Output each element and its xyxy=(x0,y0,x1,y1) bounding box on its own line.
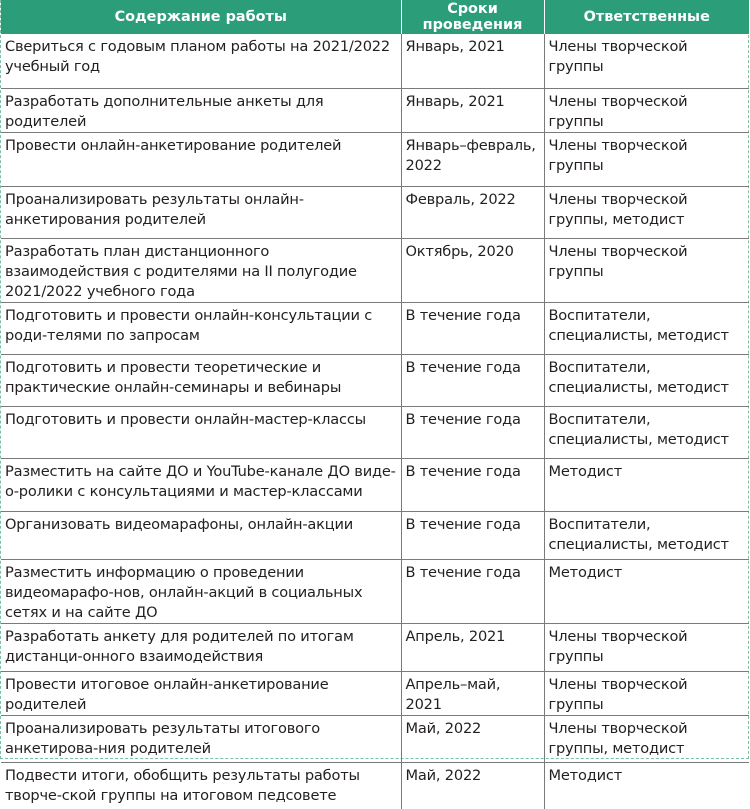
header-row xyxy=(1,0,749,34)
cell-date: Январь, 2021 xyxy=(401,34,544,88)
cell-date: Февраль, 2022 xyxy=(401,186,544,238)
cell-date: В течение года xyxy=(401,511,544,559)
cell-responsible: Методист xyxy=(548,766,622,784)
cell-responsible: Члены творческой группы xyxy=(544,238,749,302)
table-row xyxy=(1,88,749,132)
cell-task: Организовать видеомарафоны, онлайн-акции xyxy=(1,511,401,559)
cell-responsible: Члены творческой группы xyxy=(544,671,749,715)
table-row xyxy=(1,238,749,302)
cell-task: Разработать план дистанционного взаимодействия с родителями на II полугодие 2021/2022 учебного года xyxy=(1,238,401,302)
cell-task: Свериться с годовым планом работы на 2021/2022 учебный год xyxy=(1,34,401,88)
cell-date: В течение года xyxy=(401,406,544,458)
table-row xyxy=(1,302,749,354)
cell-task: Провести итоговое онлайн-анкетирование родителей xyxy=(1,671,401,715)
cell-responsible: Воспитатели, специалисты, методист xyxy=(544,511,749,559)
cell-task: Провести онлайн-анкетирование родителей xyxy=(1,132,401,186)
cell-responsible: Методист xyxy=(544,559,749,623)
header-responsible: Ответственные xyxy=(544,0,749,34)
cell-responsible: Члены творческой группы xyxy=(544,34,749,88)
table-row xyxy=(1,354,749,406)
cell-task: Проанализировать результаты итогового анкетирова-ния родителей xyxy=(1,715,401,762)
cell-responsible: Члены творческой группы xyxy=(544,132,749,186)
table-row xyxy=(1,458,749,511)
cell-date: Май, 2022 xyxy=(401,762,544,809)
cell-responsible: Воспитатели, специалисты, методист xyxy=(544,406,749,458)
table-row xyxy=(1,34,749,88)
cell-date: Апрель–май, 2021 xyxy=(401,671,544,715)
cell-task: Разместить на сайте ДО и YouTube-канале ДО виде-о-ролики с консультациями и мастер-классами xyxy=(1,458,401,511)
cell-date: Май, 2022 xyxy=(401,715,544,762)
cell-responsible: Члены творческой группы, методист xyxy=(544,715,749,762)
cell-task: Подготовить и провести теоретические и практические онлайн-семинары и вебинары xyxy=(1,354,401,406)
cell-responsible: Члены творческой группы xyxy=(544,623,749,671)
table-row xyxy=(1,406,749,458)
cell-task: Подготовить и провести онлайн-консультации с роди-телями по запросам xyxy=(1,302,401,354)
table-row xyxy=(1,511,749,559)
cell-task: Подвести итоги, обобщить результаты работы творче-ской группы на итоговом педсовете xyxy=(1,762,401,809)
cell-task: Разработать дополнительные анкеты для родителей xyxy=(1,88,401,132)
header-content: Содержание работы xyxy=(1,0,401,34)
table-row xyxy=(1,132,749,186)
cell-date: В течение года xyxy=(401,559,544,623)
header-dates: Сроки проведения xyxy=(401,0,544,34)
cell-task: Подготовить и провести онлайн-мастер-классы xyxy=(1,406,401,458)
cell-date: В течение года xyxy=(401,458,544,511)
cell-task: Проанализировать результаты онлайн-анкетирования родителей xyxy=(1,186,401,238)
table-row xyxy=(1,671,749,715)
table-row xyxy=(1,715,749,762)
table-row xyxy=(1,623,749,671)
cell-date: Январь–февраль, 2022 xyxy=(401,132,544,186)
cell-date: Январь, 2021 xyxy=(401,88,544,132)
cell-task: Разработать анкету для родителей по итогам дистанци-онного взаимодействия xyxy=(1,623,401,671)
table-row xyxy=(1,762,749,809)
cell-date: В течение года xyxy=(401,354,544,406)
cell-responsible: Методист xyxy=(544,458,749,511)
cell-date: В течение года xyxy=(401,302,544,354)
cell-responsible: Члены творческой группы, методист xyxy=(544,186,749,238)
cell-responsible: Воспитатели, специалисты, методист xyxy=(544,302,749,354)
cell-date: Апрель, 2021 xyxy=(401,623,544,671)
table-row xyxy=(1,186,749,238)
table-row xyxy=(1,559,749,623)
work-plan-table xyxy=(1,0,749,809)
cell-task: Разместить информацию о проведении видеомарафо-нов, онлайн-акций в социальных сетях и на сайте ДО xyxy=(1,559,401,623)
cell-date: Октябрь, 2020 xyxy=(401,238,544,302)
cell-responsible: Члены творческой группы xyxy=(544,88,749,132)
cell-responsible: Воспитатели, специалисты, методист xyxy=(544,354,749,406)
